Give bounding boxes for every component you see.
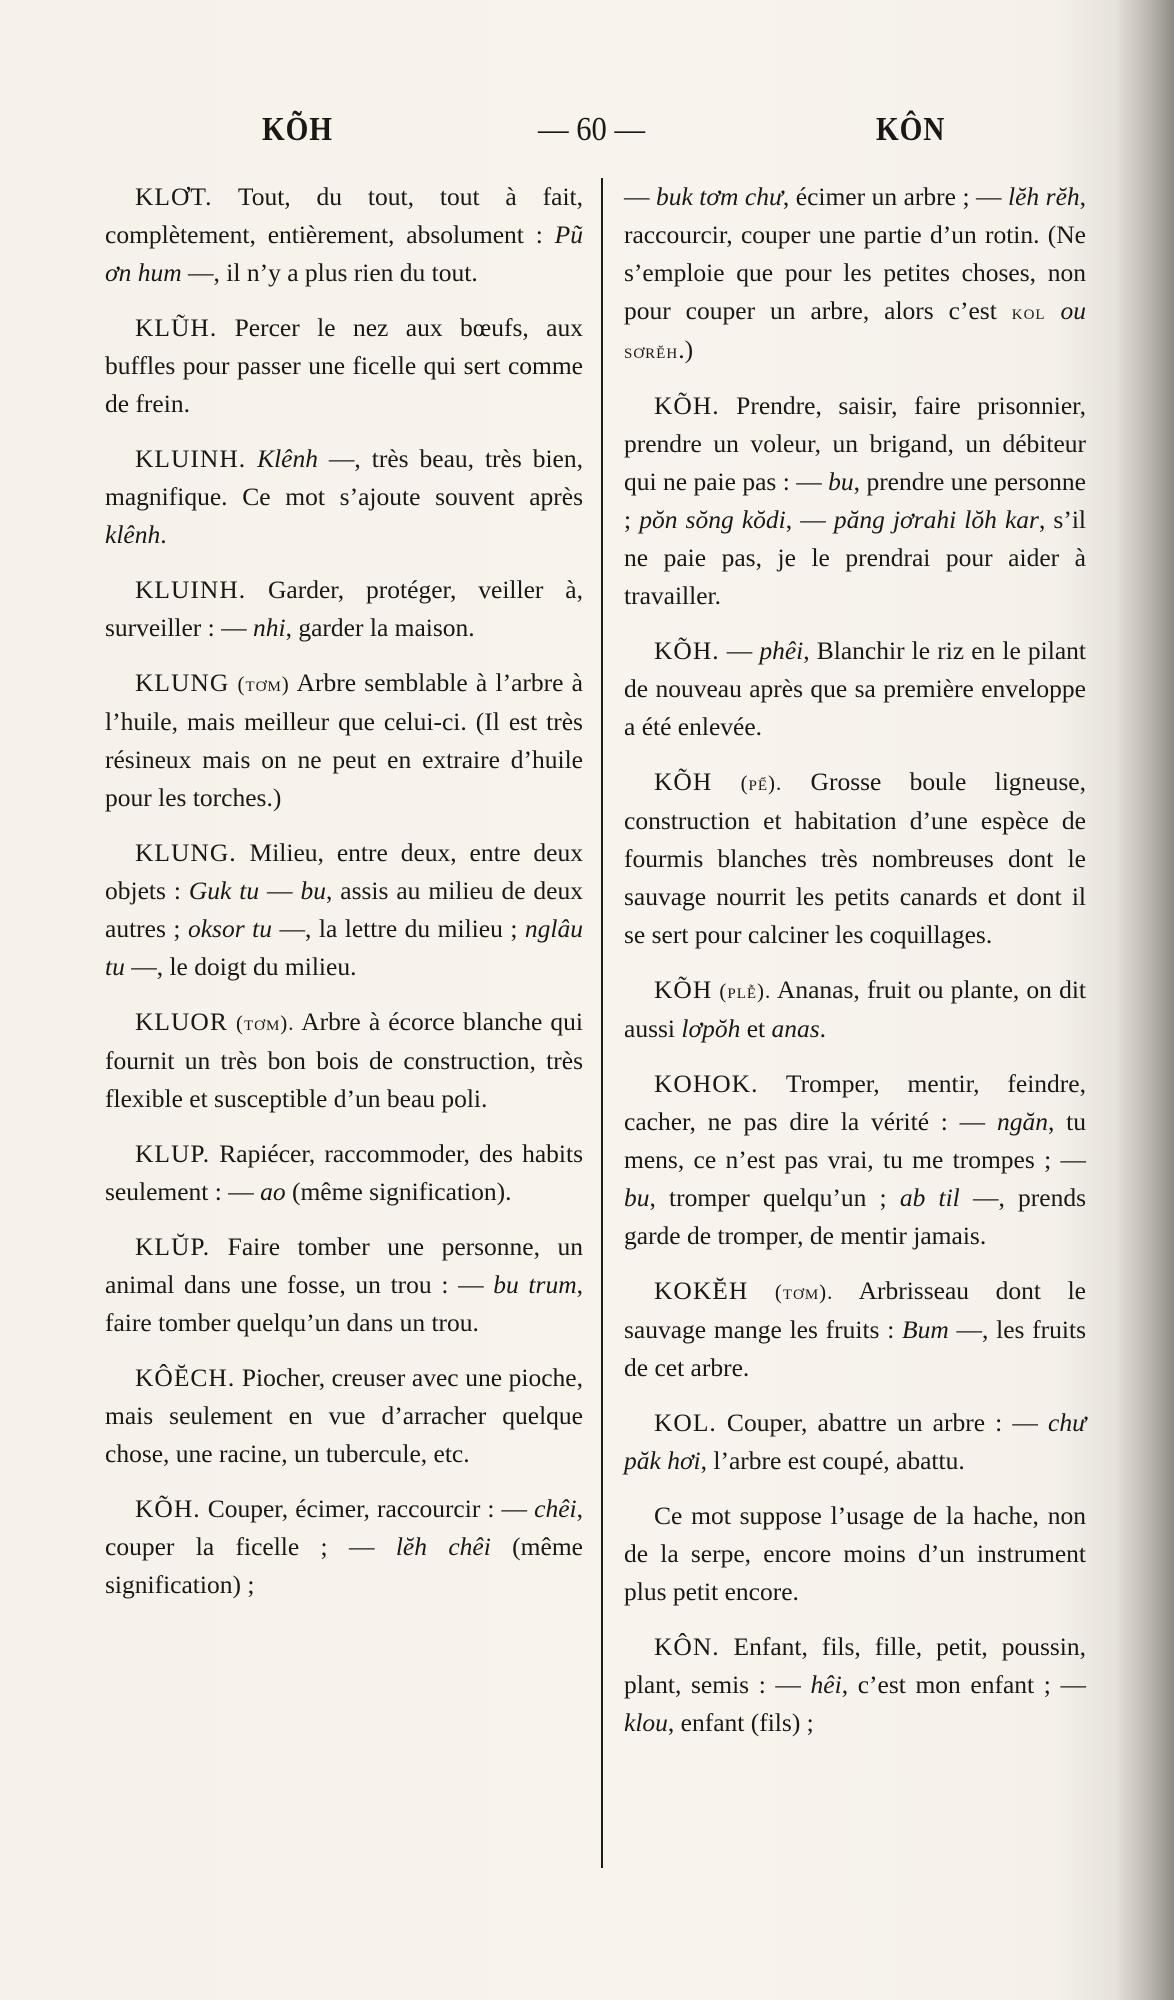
dictionary-entry (105, 440, 583, 554)
definition-text: Tout, du tout, tout à fait, complètement, entièrement, absolument : (105, 182, 583, 249)
definition-text: , Blanchir le riz en le pilant de nouveau après que sa première enveloppe a été enlevée. (624, 636, 1086, 741)
example-term: nglâu tu (105, 914, 584, 981)
definition-text: Milieu, entre deux, entre deux objets : (105, 838, 583, 905)
dictionary-entry (105, 178, 583, 292)
example-term: Guk tu (188, 876, 260, 905)
definition-text: Couper, abattre un arbre : — (716, 1408, 1049, 1437)
example-term: Bum (902, 1315, 949, 1344)
example-term: ou (1060, 296, 1087, 325)
example-term: anas (771, 1014, 820, 1043)
example-term: lĕh chêi (395, 1532, 491, 1561)
example-term: ab til (899, 1183, 960, 1212)
dictionary-entry (105, 1490, 583, 1604)
headword: KÕH (654, 767, 713, 796)
cross-reference: sơrĕh (624, 339, 679, 363)
headword: KÔN. (654, 1632, 720, 1661)
definition-text: —, les fruits de cet arbre. (624, 1315, 1086, 1382)
definition-text: — (259, 876, 301, 905)
dictionary-entry (624, 1404, 1086, 1480)
example-term: ao (260, 1177, 286, 1206)
definition-text: , écimer un arbre ; — (782, 182, 1009, 211)
dictionary-entry (105, 1135, 583, 1211)
definition-text: , s’il ne paie pas, je le prendrai pour aider à travailler. (624, 505, 1087, 610)
definition-text: Arbre à écorce blanche qui fournit un très bon bois de construction, très flexible et susceptible d’un beau poli. (105, 1007, 583, 1113)
example-term: lĕh rĕh (1008, 182, 1080, 211)
example-term: ngăn (996, 1107, 1048, 1136)
definition-text: , l’arbre est coupé, abattu. (700, 1446, 965, 1475)
column-divider (601, 178, 603, 1868)
headword: KLŨH. (135, 313, 218, 342)
headword: KLUOR (135, 1007, 228, 1036)
definition-text: , enfant (fils) ; (667, 1708, 814, 1737)
category-tag: (tơm). (236, 1011, 295, 1035)
definition-text: , tromper quelqu’un ; (649, 1183, 900, 1212)
right-guide-word: KÔN (876, 111, 946, 148)
example-term: bu (624, 1183, 650, 1212)
definition-text: , tu mens, ce n’est pas vrai, tu me trompes ; — (624, 1107, 1086, 1174)
headword: KLŬP. (135, 1232, 211, 1261)
definition-text: Enfant, fils, fille, petit, poussin, plant, semis : — (624, 1632, 1086, 1699)
headword: KÕH (654, 975, 713, 1004)
definition-text: , — (785, 505, 834, 534)
entry-note (624, 1497, 1086, 1611)
definition-text: Faire tomber une personne, un animal dans une fosse, un trou : — (105, 1232, 583, 1299)
definition-text: , couper la ficelle ; — (105, 1494, 583, 1561)
definition-text: —, le doigt du milieu. (124, 952, 357, 981)
definition-text: , garder la maison. (285, 613, 475, 642)
example-term: lơpŏh (681, 1014, 741, 1043)
definition-text: Couper, écimer, raccourcir : — (200, 1494, 535, 1523)
left-column (105, 178, 583, 1621)
definition-text: (même signification) ; (105, 1532, 583, 1599)
headword: KLƠT. (135, 182, 213, 211)
definition-text: Grosse boule ligneuse, construction et habitation d’une espèce de fourmis blanches très nombreuses dont le sauvage nourrit les petits canards et dont il se sert pour calciner les coquillages. (624, 767, 1086, 949)
headword: KLUINH. (135, 575, 247, 604)
dictionary-entry (624, 1628, 1086, 1742)
definition-text: . (819, 1014, 827, 1043)
definition-text: Ce mot suppose l’usage de la hache, non de la serpe, encore moins d’un instrument plus petit encore. (624, 1501, 1086, 1606)
dictionary-entry (624, 971, 1086, 1048)
definition-text: Garder, protéger, veiller à, surveiller : — (105, 575, 583, 642)
definition-text: —, il n’y a plus rien du tout. (181, 258, 478, 287)
definition-text: .) (678, 335, 694, 364)
headword: KLUINH. (135, 444, 247, 473)
definition-text: Prendre, saisir, faire prisonnier, prendre un voleur, un brigand, un débiteur qui ne paie pas : — (624, 391, 1086, 496)
category-tag: (plễ). (719, 979, 772, 1003)
dictionary-entry (105, 1359, 583, 1473)
headword: KÕH. (654, 391, 720, 420)
definition-text: —, très beau, très bien, magnifique. Ce mot s’ajoute souvent après (105, 444, 583, 511)
example-term: klou (624, 1708, 668, 1737)
example-term: phêi (759, 636, 804, 665)
definition-text (1046, 296, 1061, 325)
headword: KOL. (654, 1408, 717, 1437)
definition-text: Rapiécer, raccommoder, des habits seulement : — (105, 1139, 583, 1206)
example-term: nhi (253, 613, 286, 642)
example-term: hêi (810, 1670, 842, 1699)
headword: KOKĔH (654, 1276, 749, 1305)
page-number: — 60 — (538, 111, 646, 148)
definition-text: , prendre une personne ; (624, 467, 1086, 534)
definition-text: , c’est mon enfant ; — (841, 1670, 1086, 1699)
headword: KLUNG (135, 668, 230, 697)
example-term: klênh (105, 520, 161, 549)
headword: KLUP. (135, 1139, 211, 1168)
dictionary-entry (624, 387, 1086, 615)
dictionary-entry (105, 1228, 583, 1342)
definition-text: Tromper, mentir, feindre, cacher, ne pas dire la vérité : — (624, 1069, 1086, 1136)
headword: KÕH. (135, 1494, 201, 1523)
definition-text: . (160, 520, 167, 549)
definition-text: , raccourcir, couper une partie d’un rotin. (Ne s’emploie que pour les petites choses, non pour couper un arbre, alors c’est (624, 182, 1087, 325)
example-term: bu (828, 467, 854, 496)
example-term: chư păk hơi (624, 1408, 1086, 1475)
dictionary-entry (624, 1065, 1086, 1255)
example-term: buk tơm chư (656, 182, 783, 211)
headword: KÕH. (654, 636, 720, 665)
category-tag: (tơm) (237, 672, 290, 696)
example-term: Pũ ơn hum (105, 220, 583, 287)
example-term: oksor tu (187, 914, 272, 943)
entry-continuation (624, 178, 1086, 370)
example-term: chêi (534, 1494, 577, 1523)
category-tag: (pể). (740, 771, 783, 795)
example-term: păng jơrahi lŏh kar (833, 505, 1039, 534)
definition-text: — (719, 636, 760, 665)
running-header (0, 105, 1174, 155)
dictionary-entry (105, 571, 583, 647)
definition-text (246, 444, 257, 473)
category-tag: (tơm). (774, 1280, 834, 1304)
definition-text: Ananas, fruit ou plante, on dit aussi (624, 975, 1086, 1043)
definition-text: , faire tomber quelqu’un dans un trou. (105, 1270, 583, 1337)
dictionary-entry (624, 1272, 1086, 1387)
definition-text: Percer le nez aux bœufs, aux buffles pour passer une ficelle qui sert comme de frein. (105, 313, 583, 418)
definition-text: Arbre semblable à l’arbre à l’huile, mais meilleur que celui-ci. (Il est très résineux mais on ne peut en extraire d’huile pour les torches.) (105, 668, 584, 812)
dictionary-entry (105, 1003, 583, 1118)
headword: KOHOK. (654, 1069, 759, 1098)
left-guide-word: KÕH (262, 111, 333, 148)
definition-text: Arbrisseau dont le sauvage mange les fruits : (624, 1276, 1086, 1344)
headword: KÔĔCH. (135, 1363, 236, 1392)
definition-text: et (740, 1014, 772, 1043)
example-term: Klênh (257, 444, 318, 473)
dictionary-entry (105, 309, 583, 423)
dictionary-entry (624, 763, 1086, 954)
definition-text: —, la lettre du milieu ; (272, 914, 525, 943)
example-term: pŏn sŏng kŏdi (639, 505, 786, 534)
headword: KLUNG. (135, 838, 237, 867)
dictionary-entry (624, 632, 1086, 746)
example-term: bu (300, 876, 326, 905)
definition-text: Piocher, creuser avec une pioche, mais seulement en vue d’arracher quelque chose, une racine, un tubercule, etc. (105, 1363, 583, 1468)
definition-text: , assis au milieu de deux autres ; (105, 876, 584, 943)
right-column (624, 178, 1086, 1759)
dictionary-entry (105, 834, 583, 986)
definition-text: —, prends garde de tromper, de mentir jamais. (624, 1183, 1087, 1250)
definition-text: — (624, 182, 656, 211)
cross-reference: kol (1011, 300, 1046, 324)
dictionary-entry (105, 664, 583, 817)
definition-text: (même signification). (285, 1177, 512, 1206)
example-term: bu trum (493, 1270, 577, 1299)
